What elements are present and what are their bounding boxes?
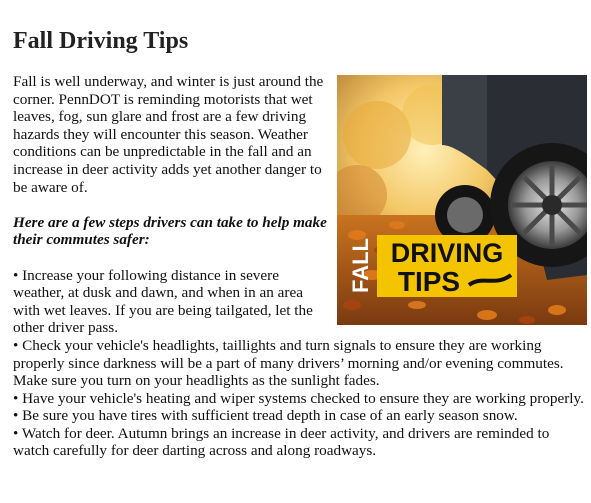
tip-item: • Check your vehicle's headlights, taillights and turn signals to ensure they are working properly since darkness will be a part of many drivers’ morning and/or evening commutes. Make sure you turn on your headlights as the sunlight fades. bbox=[13, 336, 564, 390]
tip-item: • Be sure you have tires with sufficient tread depth in case of an early season snow. bbox=[13, 407, 518, 425]
tip-item: • Have your vehicle's heating and wiper systems checked to ensure they are working properly. bbox=[13, 389, 584, 407]
badge-fall-text: FALL bbox=[348, 238, 373, 293]
fall-driving-tips-image bbox=[337, 75, 587, 325]
car-wheel-leaves-illustration bbox=[337, 75, 587, 325]
article-title: Fall Driving Tips bbox=[13, 28, 189, 54]
intro-paragraph: Fall is well underway, and winter is just around the corner. PennDOT is reminding motorists that wet leaves, fog, sun glare and frost are a few driving hazards they will encounter this season. Weather conditions can be unpredictable in the fall and an increase in deer activity adds yet another danger to be aware of. bbox=[13, 73, 324, 196]
badge-driving-text: DRIVING bbox=[390, 238, 504, 268]
badge-tips-text: TIPS bbox=[397, 266, 461, 297]
tips-subheading: Here are a few steps drivers can take to help make their commutes safer: bbox=[13, 213, 327, 249]
tip-item: • Increase your following distance in severe weather, at dusk and dawn, and when in an area with wet leaves. If you are being tailgated, let the other driver pass. bbox=[13, 266, 313, 337]
article-body bbox=[13, 73, 587, 460]
tip-item: • Watch for deer. Autumn brings an increase in deer activity, and drivers are reminded to watch carefully for deer darting across and along roadways. bbox=[13, 424, 550, 460]
